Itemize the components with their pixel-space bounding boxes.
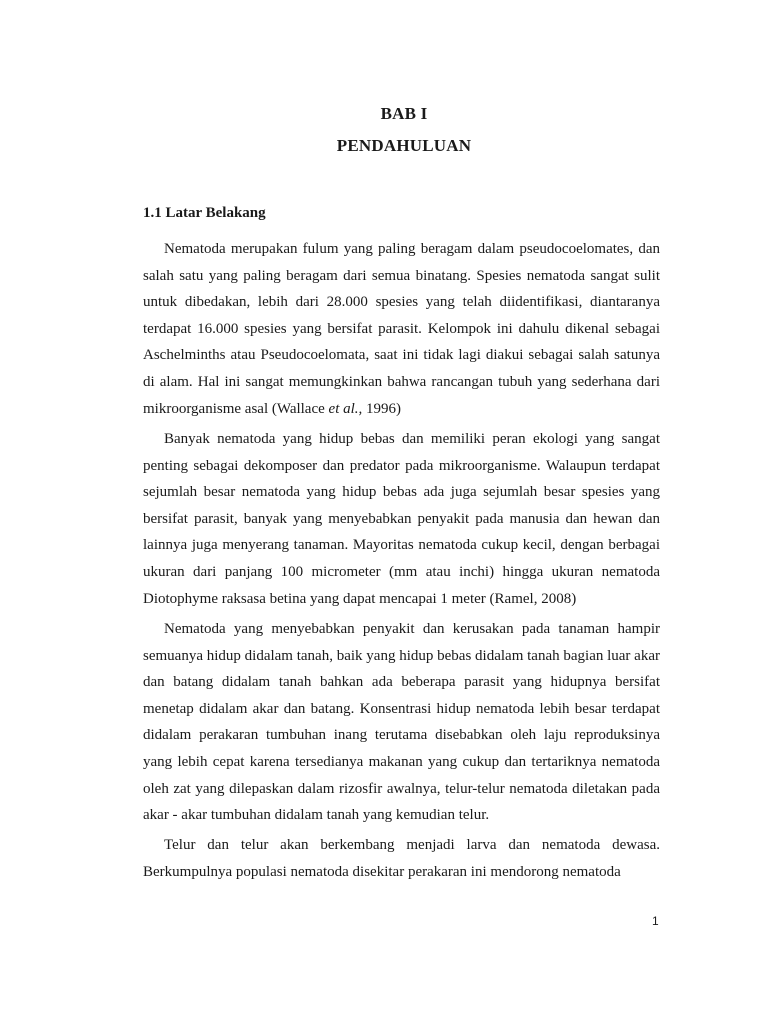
- citation-et-al: et al.,: [328, 400, 363, 417]
- paragraph-2: Banyak nematoda yang hidup bebas dan memiliki peran ekologi yang sangat penting sebagai dekomposer dan predator pada mikroorganisme. Walaupun terdapat sejumlah besar nematoda yang hidup bebas ada juga sejumlah besar spesies yang bersifat parasit, banyak yang menyebabkan penyakit pada manusia dan hewan dan lainnya juga menyerang tanaman. Mayoritas nematoda cukup kecil, dengan berbagai ukuran dari panjang 100 micrometer (mm atau inchi) hingga ukuran nematoda Diotophyme raksasa betina yang dapat mencapai 1 meter (Ramel, 2008): [143, 431, 660, 607]
- paragraph-1-text: Nematoda merupakan fulum yang paling beragam dalam pseudocoelomates, dan salah satu yang paling beragam dari semua binatang. Spesies nematoda sangat sulit untuk dibedakan, lebih dari 28.000 spesies yang telah diidentifikasi, diantaranya terdapat 16.000 spesies yang bersifat parasit. Kelompok ini dahulu dikenal sebagai Aschelminths atau Pseudocoelomata, saat ini tidak lagi diakui sebagai salah satunya di alam. Hal ini sangat memungkinkan bahwa rancangan tubuh yang sederhana dari mikroorganisme asal (Wallace: [143, 241, 660, 417]
- page-number: 1: [652, 914, 659, 928]
- chapter-title: PENDAHULUAN: [336, 136, 472, 155]
- paragraph-3: Nematoda yang menyebabkan penyakit dan kerusakan pada tanaman hampir semuanya hidup didalam tanah, baik yang hidup bebas didalam tanah bagian luar akar dan batang didalam tanah bahkan ada beberapa parasit yang hidupnya bersifat menetap didalam akar dan batang. Konsentrasi hidup nematoda lebih besar terdapat didalam perakaran tumbuhan inang terutama disebabkan oleh laju reproduksinya yang lebih cepat karena tersedianya makanan yang cukup dan tertariknya nematoda oleh zat yang dilepaskan dalam rizosfir awalnya, telur-telur nematoda diletakan pada akar - akar tumbuhan didalam tanah yang kemudian telur.: [143, 621, 660, 824]
- paragraph-1: [143, 236, 660, 422]
- paragraph-4: Telur dan telur akan berkembang menjadi larva dan nematoda dewasa. Berkumpulnya populasi nematoda disekitar perakaran ini mendorong nematoda: [143, 837, 660, 880]
- section-heading: 1.1 Latar Belakang: [143, 205, 266, 221]
- chapter-number: BAB I: [380, 104, 428, 123]
- citation-year: 1996): [362, 400, 402, 417]
